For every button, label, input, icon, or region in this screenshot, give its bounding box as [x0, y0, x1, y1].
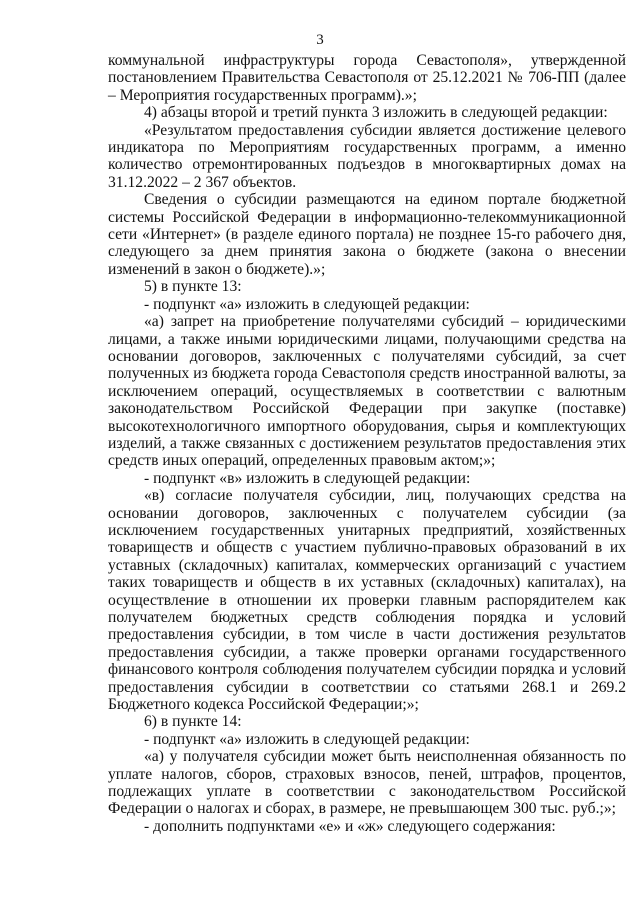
paragraph: - дополнить подпунктами «е» и «ж» следующего содержания:: [144, 817, 556, 835]
paragraph: 6) в пункте 14:: [144, 713, 242, 731]
paragraph: «а) запрет на приобретение получателями субсидий – юридическими лицами, а также иными юридическими лицами, получающими средства на основании договоров, заключенных с получателями субсидий, за счет полученных из бюджета города Севастополя средств иностранной валюты, за исключением операций, осуществляемых в соответствии с валютным законодательством Российской Федерации при закупке (поставке) высокотехнологичного импортного оборудования, сырья и комплектующих изделий, а также связанных с достижением результатов предоставления этих средств иных операций, определенных правовым актом;»;: [108, 313, 626, 470]
paragraph: - подпункт «в» изложить в следующей редакции:: [144, 469, 471, 487]
page-number: 3: [316, 32, 324, 48]
paragraph: «а) у получателя субсидии может быть неисполненная обязанность по уплате налогов, сборов, страховых взносов, пеней, штрафов, процентов, подлежащих уплате в соответствии с законодательством Российской Федерации о налогах и сборах, в размере, не превышающем 300 тыс. руб.;»;: [108, 748, 626, 818]
paragraph: «в) согласие получателя субсидии, лиц, получающих средства на основании договоров, заключенных с получателем субсидии (за исключением государственных унитарных предприятий, хозяйственных товариществ и обществ с участием публично-правовых образований в их уставных (складочных) капиталах, коммерческих организаций с участием таких товариществ и обществ в их уставных (складочных) капиталах), на осуществление в отношении их проверки главным распорядителем как получателем бюджетных средств соблюдения порядка и условий предоставления субсидии, в том числе в части достижения результатов предоставления субсидии, а также проверки органами государственного финансового контроля соблюдения получателем субсидии порядка и условий предоставления субсидии в соответствии со статьями 268.1 и 269.2 Бюджетного кодекса Российской Федерации;»;: [108, 487, 626, 714]
paragraph: «Результатом предоставления субсидии является достижение целевого индикатора по Мероприятиям государственных программ, а именно количество отремонтированных подъездов в многоквартирных домах на 31.12.2022 – 2 367 объектов.: [108, 121, 626, 191]
paragraph: - подпункт «а» изложить в следующей редакции:: [144, 295, 470, 313]
paragraph: - подпункт «а» изложить в следующей редакции:: [144, 730, 470, 748]
paragraph: коммунальной инфраструктуры города Севастополя», утвержденной постановлением Правительства Севастополя от 25.12.2021 № 706-ПП (далее – Мероприятия государственных программ).»;: [108, 52, 626, 104]
document-body: [108, 52, 626, 835]
paragraph: Сведения о субсидии размещаются на едином портале бюджетной системы Российской Федерации в информационно-телекоммуникационной сети «Интернет» (в разделе единого портала) не позднее 15-го рабочего дня, следующего за днем принятия закона о бюджете (закона о внесении изменений в закон о бюджете).»;: [108, 191, 626, 278]
paragraph: 4) абзацы второй и третий пункта 3 изложить в следующей редакции:: [144, 104, 608, 122]
paragraph: 5) в пункте 13:: [144, 278, 242, 296]
